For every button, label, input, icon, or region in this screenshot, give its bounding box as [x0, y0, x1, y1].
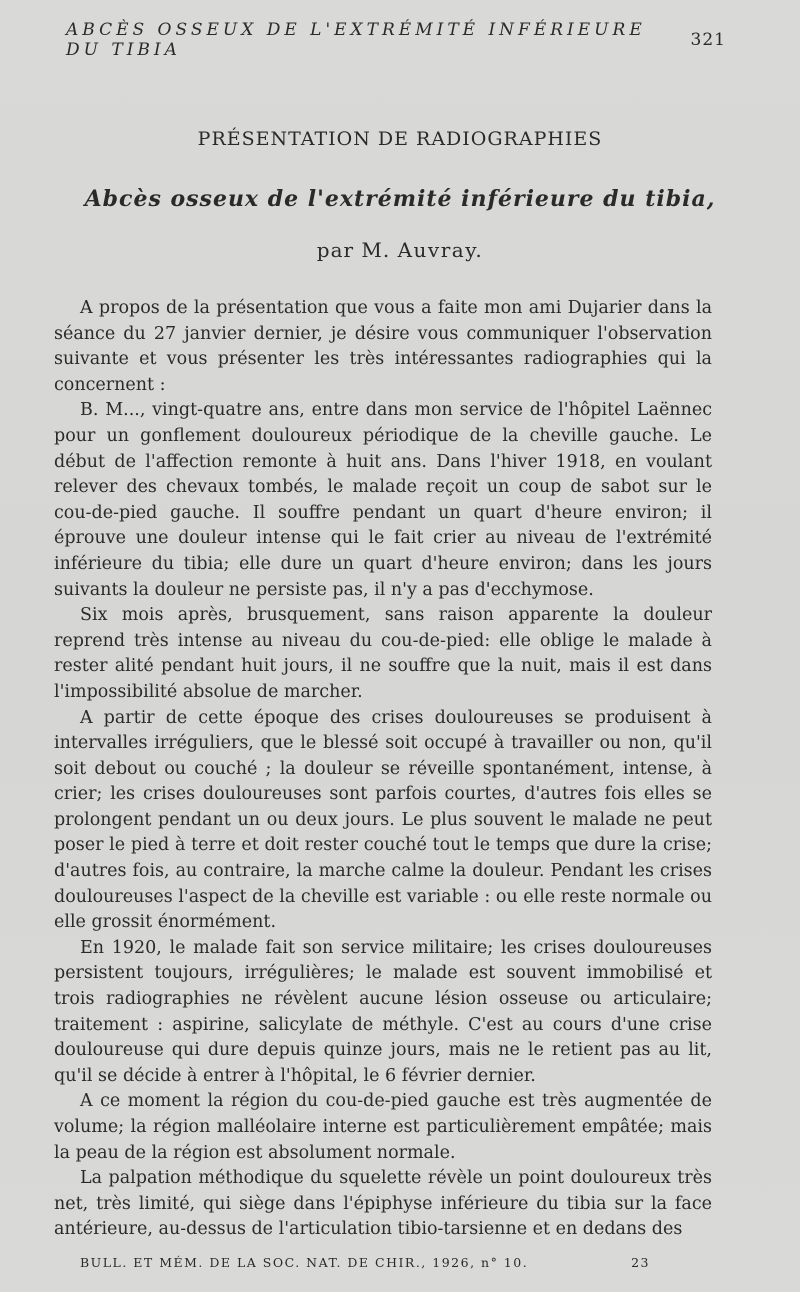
- paragraph: En 1920, le malade fait son service militaire; les crises douloureuses persistent toujours, irrégulières; le malade est souvent immobilisé et trois radiographies ne révèlent aucune lésion osseuse ou articulaire; traitement : aspirine, salicylate de méthyle. C'est au cours d'une crise douloureuse qui dure depuis quinze jours, mais ne le retient pas au lit, qu'il se décide à entrer à l'hôpital, le 6 février dernier.: [54, 937, 712, 1086]
- author-name: Auvray.: [397, 238, 484, 262]
- page-footer: [80, 1251, 650, 1273]
- paragraph: A propos de la présentation que vous a faite mon ami Dujarier dans la séance du 27 janvier dernier, je désire vous communiquer l'observation suivante et vous présenter les très intéressantes radiographies qui la concernent :: [54, 298, 712, 395]
- byline: [0, 238, 800, 262]
- signature-mark: 23: [631, 1254, 650, 1270]
- paragraph: B. M..., vingt-quatre ans, entre dans mon service de l'hôpitel Laënnec pour un gonflement douloureux périodique de la cheville gauche. Le début de l'affection remonte à huit ans. Dans l'hiver 1918, en voulant relever des chevaux tombés, le malade reçoit un coup de sabot sur le cou-de-pied gauche. Il souffre pendant un quart d'heure environ; il éprouve une douleur intense qui le fait crier au niveau de l'extrémité inférieure du tibia; elle dure un quart d'heure environ; dans les jours suivants la douleur ne persiste pas, il n'y a pas d'ecchymose.: [54, 400, 712, 600]
- paragraph: A partir de cette époque des crises douloureuses se produisent à intervalles irréguliers, que le blessé soit occupé à travailler ou non, qu'il soit debout ou couché ; la douleur se réveille spontanément, intense, à crier; les crises douloureuses sont parfois courtes, d'autres fois elles se prolongent pendant un ou deux jours. Le plus souvent le malade ne peut poser le pied à terre et doit rester couché tout le temps que dure la crise; d'autres fois, au contraire, la marche calme la douleur. Pendant les crises douloureuses l'aspect de la cheville est variable : ou elle reste normale ou elle grossit énormément.: [54, 707, 712, 933]
- paragraph: La palpation méthodique du squelette révèle un point douloureux très net, très limité, qui siège dans l'épiphyse inférieure du tibia sur la face antérieure, au-dessus de l'articulation tibio-tarsienne et en dedans des: [54, 1168, 712, 1240]
- section-title: PRÉSENTATION DE RADIOGRAPHIES: [197, 128, 603, 150]
- byline-prefix: par M.: [316, 238, 391, 262]
- running-title: ABCÈS OSSEUX DE L'EXTRÉMITÉ INFÉRIEURE DU TIBIA: [66, 20, 646, 60]
- article-body: [54, 296, 712, 1243]
- article-title: Abcès osseux de l'extrémité inférieure du tibia,: [84, 186, 716, 212]
- paragraph: A ce moment la région du cou-de-pied gauche est très augmentée de volume; la région malléolaire interne est particulièrement empâtée; mais la peau de la région est absolument normale.: [54, 1091, 712, 1163]
- paragraph: Six mois après, brusquement, sans raison apparente la douleur reprend très intense au niveau du cou-de-pied: elle oblige le malade à rester alité pendant huit jours, il ne souffre que la nuit, mais il est dans l'impossibilité absolue de marcher.: [54, 605, 712, 702]
- page-number: 321: [690, 30, 726, 50]
- journal-citation: BULL. ET MÉM. DE LA SOC. NAT. DE CHIR., 1926, n° 10.: [80, 1254, 529, 1270]
- running-header: [66, 20, 726, 60]
